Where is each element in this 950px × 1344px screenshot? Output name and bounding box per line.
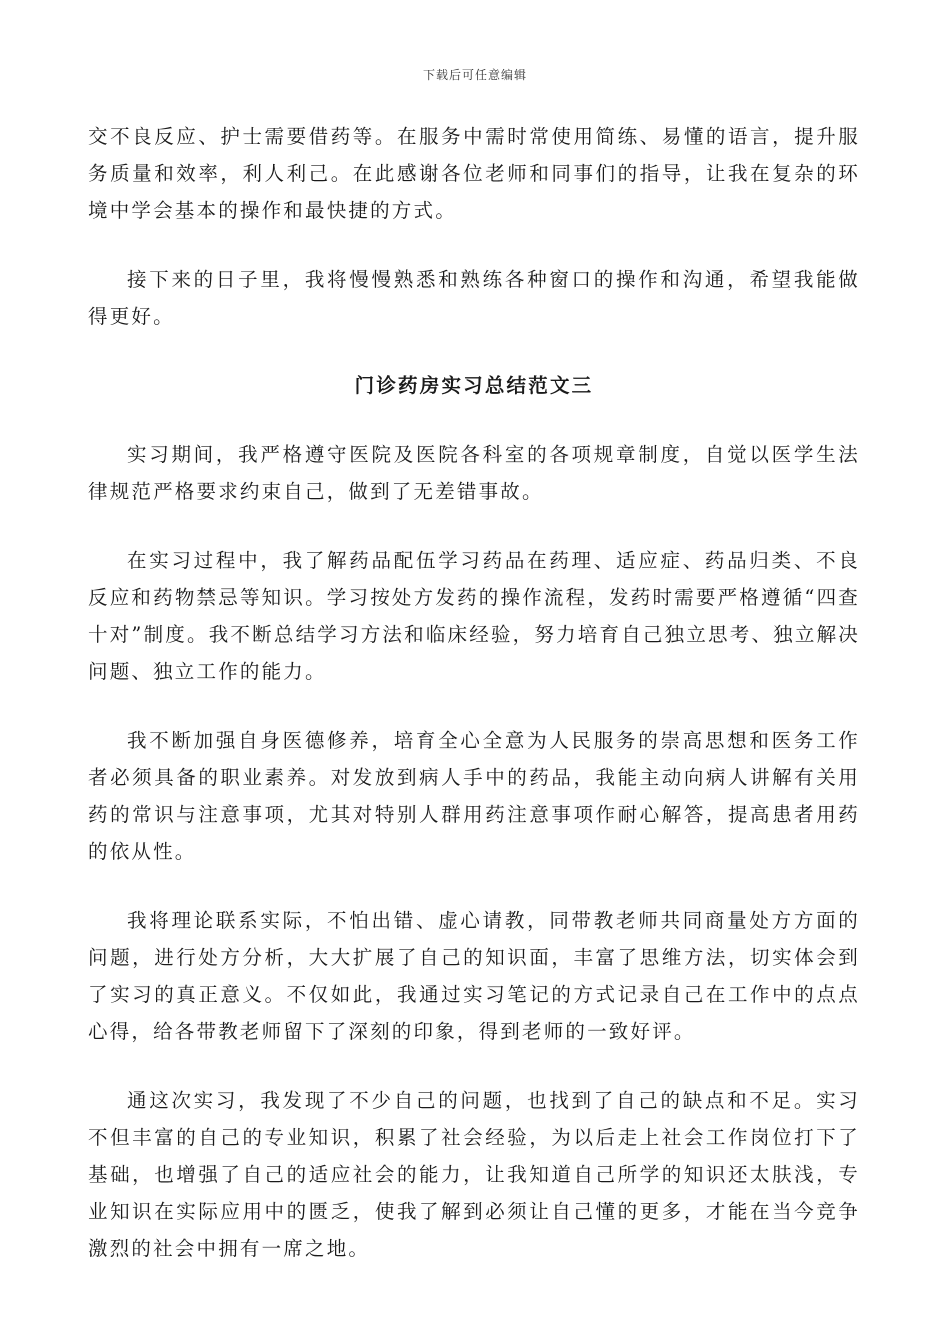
document-body	[88, 118, 860, 1267]
paragraph-continued: 交不良反应、护士需要借药等。在服务中需时常使用简练、易懂的语言，提升服务质量和效率，利人利己。在此感谢各位老师和同事们的指导，让我在复杂的环境中学会基本的操作和最快捷的方式。	[88, 125, 860, 222]
paragraph: 通这次实习，我发现了不少自己的问题，也找到了自己的缺点和不足。实习不但丰富的自己的专业知识，积累了社会经验，为以后走上社会工作岗位打下了基础，也增强了自己的适应社会的能力，让我知道自己所学的知识还太肤浅，专业知识在实际应用中的匮乏，使我了解到必须让自己懂的更多，才能在当今竞争激烈的社会中拥有一席之地。	[88, 1089, 860, 1260]
header-note: 下载后可任意编辑	[422, 68, 527, 82]
section-title: 门诊药房实习总结范文三	[354, 374, 594, 397]
paragraph-closing: 接下来的日子里，我将慢慢熟悉和熟练各种窗口的操作和沟通，希望我能做得更好。	[88, 268, 860, 328]
paragraph: 我将理论联系实际，不怕出错、虚心请教，同带教老师共同商量处方方面的问题，进行处方分析，大大扩展了自己的知识面，丰富了思维方法，切实体会到了实习的真正意义。不仅如此，我通过实习笔记的方式记录自己在工作中的点点心得，给各带教老师留下了深刻的印象，得到老师的一致好评。	[88, 909, 860, 1043]
paragraph: 在实习过程中，我了解药品配伍学习药品在药理、适应症、药品归类、不良反应和药物禁忌等知识。学习按处方发药的操作流程，发药时需要严格遵循“四查十对”制度。我不断总结学习方法和临床经验，努力培育自己独立思考、独立解决问题、独立工作的能力。	[88, 549, 860, 683]
paragraph: 实习期间，我严格遵守医院及医院各科室的各项规章制度，自觉以医学生法律规范严格要求约束自己，做到了无差错事故。	[88, 443, 860, 503]
paragraph: 我不断加强自身医德修养，培育全心全意为人民服务的崇高思想和医务工作者必须具备的职业素养。对发放到病人手中的药品，我能主动向病人讲解有关用药的常识与注意事项，尤其对特别人群用药注意事项作耐心解答，提高患者用药的依从性。	[88, 729, 860, 863]
